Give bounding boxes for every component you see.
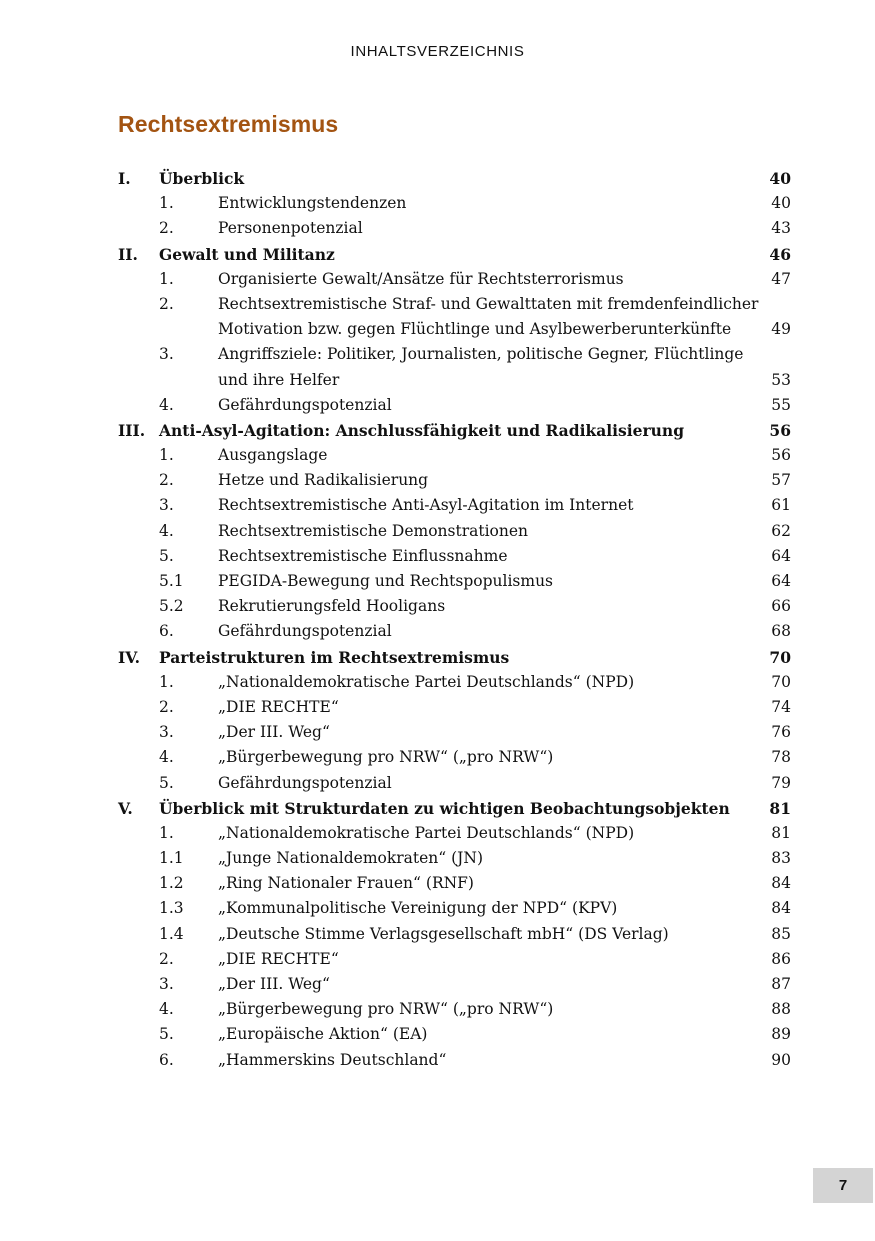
- toc-entry-title-line: und ihre Helfer: [218, 370, 340, 389]
- toc-entry-page-number: 47: [771, 269, 791, 288]
- toc-entry-title-line: Organisierte Gewalt/Ansätze für Rechtsterrorismus: [218, 269, 624, 288]
- toc-entry-title-line: „Bürgerbewegung pro NRW“ („pro NRW“): [218, 748, 554, 767]
- toc-entry-title: [159, 645, 509, 670]
- toc-entry-title-line: Entwicklungstendenzen: [218, 194, 407, 213]
- toc-entry-number: 6.: [159, 1050, 174, 1069]
- toc-entry-number: 5.: [159, 1025, 174, 1044]
- toc-subentry: [118, 1022, 791, 1047]
- toc-entry-number: 3.: [159, 975, 174, 994]
- toc-entry-page-number: 84: [771, 874, 791, 893]
- toc-entry-title-line: „Junge Nationaldemokraten“ (JN): [218, 849, 484, 868]
- toc-subentry: [118, 720, 791, 745]
- toc-entry-title-line: „DIE RECHTE“: [218, 949, 339, 968]
- toc-entry-page-number: 56: [771, 446, 791, 465]
- page-number: 7: [813, 1168, 873, 1203]
- toc-entry-page-number: 85: [771, 924, 791, 943]
- toc-entry-title: [218, 1022, 427, 1047]
- toc-entry-title-line: Rechtsextremistische Anti-Asyl-Agitation im Internet: [218, 496, 634, 515]
- toc-entry-title-line: „Der III. Weg“: [218, 723, 330, 742]
- toc-entry-number: 1.: [159, 269, 174, 288]
- toc-entry-page-number: 81: [771, 823, 791, 842]
- toc-subentry: [118, 947, 791, 972]
- toc-entry-number: 1.: [159, 672, 174, 691]
- toc-entry-title-line: Gewalt und Militanz: [159, 244, 335, 264]
- toc-entry-number: 1.1: [159, 849, 184, 868]
- toc-entry-title-line: Gefährdungspotenzial: [218, 395, 392, 414]
- toc-entry-title-line: „Der III. Weg“: [218, 975, 330, 994]
- toc-entry-title: [218, 267, 624, 292]
- toc-entry-title: [218, 342, 743, 392]
- running-header: INHALTSVERZEICHNIS: [350, 43, 525, 60]
- toc-entry-page-number: 74: [771, 697, 791, 716]
- toc-entry-title: [218, 393, 392, 418]
- toc-entry-title: [159, 796, 730, 821]
- toc-entry-number: 1.4: [159, 924, 184, 943]
- toc-entry-title: [218, 1048, 446, 1073]
- toc-entry-title: [218, 493, 633, 518]
- toc-entry-title: [218, 821, 634, 846]
- toc-entry-number: 1.: [159, 194, 174, 213]
- toc-entry-title-line: „DIE RECHTE“: [218, 697, 339, 716]
- toc-subentry: [118, 619, 791, 644]
- toc-entry-page-number: 55: [771, 395, 791, 414]
- toc-entry-number: II.: [118, 244, 138, 264]
- toc-entry-title-line: Gefährdungspotenzial: [218, 622, 392, 641]
- toc-entry-title: [218, 544, 508, 569]
- toc-entry-title-line: Rechtsextremistische Einflussnahme: [218, 546, 508, 565]
- toc-entry-page-number: 90: [771, 1050, 791, 1069]
- toc-entry-page-number: 61: [771, 496, 791, 515]
- toc-entry-page-number: 83: [771, 849, 791, 868]
- toc-entry-title-line: Angriffsziele: Politiker, Journalisten, politische Gegner, Flüchtlinge: [218, 345, 744, 364]
- toc-entry-number: 4.: [159, 1000, 174, 1019]
- toc-entry-title-line: Anti-Asyl-Agitation: Anschlussfähigkeit und Radikalisierung: [159, 420, 685, 440]
- toc-entry-title: [218, 191, 406, 216]
- toc-entry-title-line: „Nationaldemokratische Partei Deutschlands“ (NPD): [218, 823, 635, 842]
- toc-entry-title-line: „Europäische Aktion“ (EA): [218, 1025, 428, 1044]
- toc-subentry: [118, 443, 791, 468]
- toc-entry-title-line: Rechtsextremistische Demonstrationen: [218, 521, 529, 540]
- toc-subentry: [118, 846, 791, 871]
- toc-entry-title-line: Ausgangslage: [218, 446, 328, 465]
- toc-entry-title-line: „Hammerskins Deutschland“: [218, 1050, 447, 1069]
- toc-chapter-entry: [118, 166, 791, 191]
- toc-entry-title: [218, 216, 363, 241]
- toc-chapter-entry: [118, 242, 791, 267]
- toc-entry-number: 4.: [159, 748, 174, 767]
- toc-entry-page-number: 76: [771, 723, 791, 742]
- toc-subentry: [118, 216, 791, 241]
- toc-entry-page-number: 46: [769, 244, 791, 264]
- toc-entry-number: 5.: [159, 546, 174, 565]
- toc-entry-title: [218, 896, 617, 921]
- toc-subentry: [118, 922, 791, 947]
- toc-entry-number: 3.: [159, 723, 174, 742]
- toc-entry-title-line: Rechtsextremistische Straf- und Gewalttaten mit fremdenfeindlicher: [218, 294, 759, 313]
- toc-entry-number: 2.: [159, 697, 174, 716]
- toc-entry-number: 1.: [159, 446, 174, 465]
- toc-entry-number: 3.: [159, 496, 174, 515]
- toc-entry-number: 5.: [159, 773, 174, 792]
- toc-subentry: [118, 569, 791, 594]
- toc-entry-number: IV.: [118, 647, 140, 667]
- toc-entry-number: 2.: [159, 471, 174, 490]
- toc-entry-title-line: Überblick: [159, 169, 245, 188]
- toc-chapter-entry: [118, 645, 791, 670]
- toc-entry-number: 1.3: [159, 899, 184, 918]
- table-of-contents: [118, 166, 791, 1073]
- toc-entry-title-line: Rekrutierungsfeld Hooligans: [218, 597, 446, 616]
- toc-entry-number: I.: [118, 169, 131, 188]
- toc-subentry: [118, 871, 791, 896]
- toc-subentry: [118, 393, 791, 418]
- toc-entry-number: 2.: [159, 294, 174, 313]
- toc-entry-page-number: 64: [771, 546, 791, 565]
- toc-entry-title: [218, 695, 339, 720]
- toc-entry-number: 4.: [159, 521, 174, 540]
- toc-entry-number: 1.2: [159, 874, 184, 893]
- toc-entry-page-number: 64: [771, 572, 791, 591]
- toc-entry-title: [218, 771, 392, 796]
- toc-entry-page-number: 86: [771, 949, 791, 968]
- toc-entry-page-number: 89: [771, 1025, 791, 1044]
- toc-entry-page-number: 87: [771, 975, 791, 994]
- toc-entry-title: [218, 997, 553, 1022]
- toc-subentry: [118, 1048, 791, 1073]
- toc-entry-page-number: 40: [769, 169, 791, 188]
- toc-entry-page-number: 79: [771, 773, 791, 792]
- toc-entry-page-number: 70: [769, 647, 791, 667]
- toc-subentry: [118, 594, 791, 619]
- toc-entry-page-number: 40: [771, 194, 791, 213]
- toc-entry-number: 5.2: [159, 597, 184, 616]
- toc-entry-page-number: 56: [769, 420, 791, 440]
- toc-entry-title: [159, 242, 335, 267]
- toc-entry-title-line: Überblick mit Strukturdaten zu wichtigen Beobachtungsobjekten: [159, 798, 730, 818]
- toc-entry-title: [159, 418, 684, 443]
- toc-entry-title: [218, 594, 445, 619]
- toc-entry-page-number: 81: [769, 798, 791, 818]
- toc-entry-title: [159, 166, 244, 191]
- section-title: Rechtsextremismus: [118, 111, 339, 137]
- toc-entry-page-number: 78: [771, 748, 791, 767]
- toc-entry-page-number: 53: [771, 370, 791, 389]
- toc-subentry: [118, 972, 791, 997]
- toc-entry-page-number: 49: [771, 320, 791, 339]
- toc-subentry: [118, 468, 791, 493]
- toc-entry-number: 6.: [159, 622, 174, 641]
- toc-entry-number: 2.: [159, 949, 174, 968]
- toc-entry-title: [218, 292, 758, 342]
- toc-entry-title: [218, 670, 634, 695]
- toc-entry-page-number: 70: [771, 672, 791, 691]
- toc-entry-title-line: Motivation bzw. gegen Flüchtlinge und Asylbewerberunterkünfte: [218, 320, 732, 339]
- toc-entry-page-number: 84: [771, 899, 791, 918]
- toc-entry-page-number: 68: [771, 622, 791, 641]
- toc-entry-number: V.: [118, 798, 133, 818]
- toc-entry-title-line: „Nationaldemokratische Partei Deutschlands“ (NPD): [218, 672, 635, 691]
- toc-entry-title: [218, 468, 428, 493]
- toc-entry-title: [218, 947, 339, 972]
- toc-entry-title: [218, 569, 553, 594]
- toc-subentry: [118, 745, 791, 770]
- toc-entry-title-line: Hetze und Radikalisierung: [218, 471, 429, 490]
- toc-entry-page-number: 88: [771, 1000, 791, 1019]
- toc-subentry: [118, 997, 791, 1022]
- toc-entry-title: [218, 922, 669, 947]
- toc-subentry: [118, 493, 791, 518]
- toc-subentry: [118, 342, 791, 392]
- toc-entry-page-number: 43: [771, 219, 791, 238]
- toc-entry-title: [218, 871, 474, 896]
- toc-chapter-entry: [118, 418, 791, 443]
- toc-entry-page-number: 62: [771, 521, 791, 540]
- toc-entry-number: 1.: [159, 823, 174, 842]
- toc-subentry: [118, 519, 791, 544]
- toc-entry-number: III.: [118, 420, 146, 440]
- toc-entry-title: [218, 745, 553, 770]
- toc-entry-number: 2.: [159, 219, 174, 238]
- toc-entry-title-line: „Ring Nationaler Frauen“ (RNF): [218, 874, 474, 893]
- toc-entry-title: [218, 720, 330, 745]
- toc-entry-title-line: PEGIDA-Bewegung und Rechtspopulismus: [218, 572, 554, 591]
- toc-chapter-entry: [118, 796, 791, 821]
- toc-entry-number: 4.: [159, 395, 174, 414]
- toc-subentry: [118, 695, 791, 720]
- toc-entry-title: [218, 846, 483, 871]
- toc-entry-page-number: 66: [771, 597, 791, 616]
- toc-subentry: [118, 670, 791, 695]
- toc-entry-title-line: „Kommunalpolitische Vereinigung der NPD“ (KPV): [218, 899, 618, 918]
- toc-subentry: [118, 544, 791, 569]
- toc-entry-title-line: „Bürgerbewegung pro NRW“ („pro NRW“): [218, 1000, 554, 1019]
- toc-entry-title: [218, 972, 330, 997]
- toc-entry-title-line: Gefährdungspotenzial: [218, 773, 392, 792]
- toc-entry-title: [218, 619, 392, 644]
- toc-subentry: [118, 267, 791, 292]
- toc-entry-title-line: Personenpotenzial: [218, 219, 363, 238]
- toc-entry-number: 5.1: [159, 572, 184, 591]
- toc-subentry: [118, 771, 791, 796]
- toc-entry-page-number: 57: [771, 471, 791, 490]
- toc-subentry: [118, 821, 791, 846]
- toc-entry-number: 3.: [159, 345, 174, 364]
- toc-entry-title: [218, 443, 327, 468]
- toc-entry-title-line: „Deutsche Stimme Verlagsgesellschaft mbH“ (DS Verlag): [218, 924, 669, 943]
- toc-entry-title: [218, 519, 528, 544]
- toc-subentry: [118, 896, 791, 921]
- toc-entry-title-line: Parteistrukturen im Rechtsextremismus: [159, 647, 510, 667]
- toc-subentry: [118, 191, 791, 216]
- toc-subentry: [118, 292, 791, 342]
